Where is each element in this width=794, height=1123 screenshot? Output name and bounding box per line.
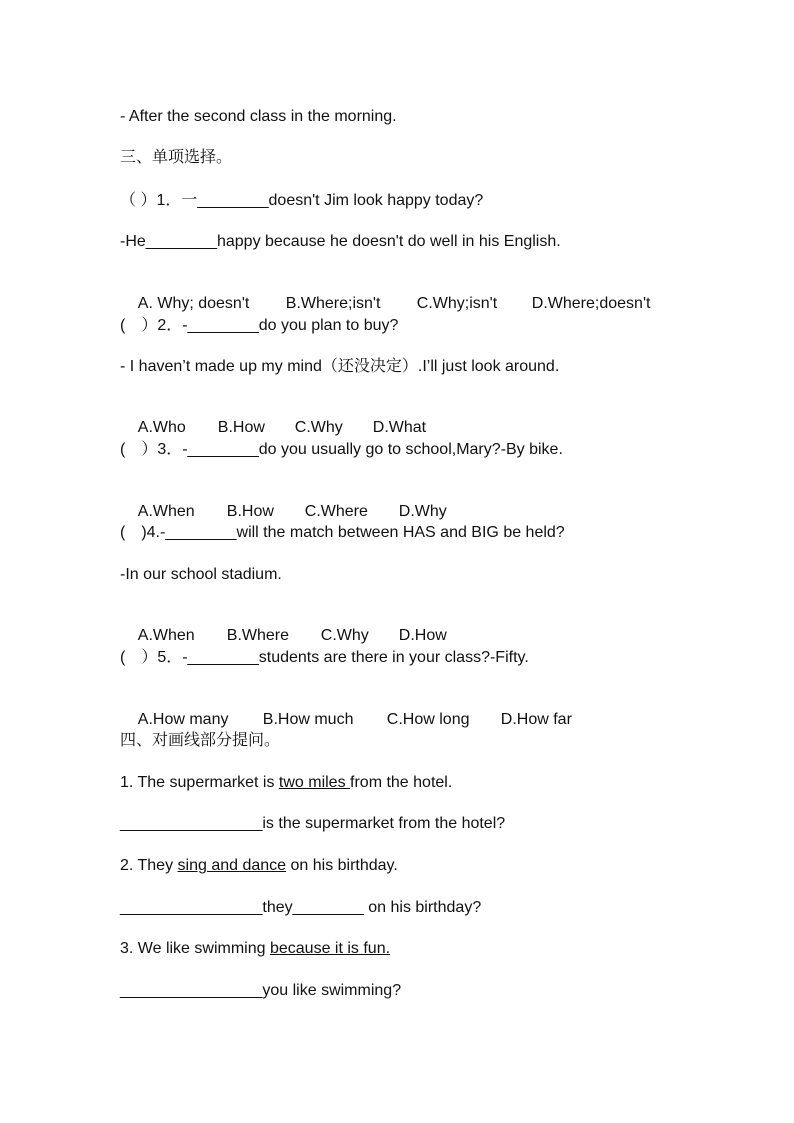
sentence-text: 2. They <box>120 857 178 874</box>
underlined-phrase: two miles <box>278 774 351 791</box>
option-a: A. Why; doesn't <box>137 295 250 312</box>
sentence-text: from the hotel. <box>350 774 453 791</box>
question-4-answer: -In our school stadium. <box>120 566 282 583</box>
option-b: B.How <box>217 419 265 436</box>
underlined-phrase: because it is fun. <box>269 940 391 957</box>
question-1-answer: -He________happy because he doesn't do well in his English. <box>120 233 561 250</box>
option-d: D.What <box>372 419 427 436</box>
option-a: A.Who <box>137 419 186 436</box>
sentence-text: on his birthday. <box>286 857 398 874</box>
sentence-3 <box>120 939 390 959</box>
question-4: ( )4.-________will the match between HAS and BIG be held? <box>120 524 565 541</box>
sentence-1-blank: ________________is the supermarket from the hotel? <box>120 815 506 832</box>
option-b: B.Where <box>226 627 290 644</box>
answer-line: - After the second class in the morning. <box>120 108 397 125</box>
sentence-text: 1. The supermarket is <box>120 774 279 791</box>
sentence-1 <box>120 773 452 793</box>
sentence-2 <box>120 856 398 876</box>
question-2-answer: - I haven’t made up my mind（还没决定）.I’ll just look around. <box>120 358 560 375</box>
option-c: C.How long <box>386 711 470 728</box>
question-2: ( ）2．-________do you plan to buy? <box>120 317 399 334</box>
question-5: ( ）5．-________students are there in your class?-Fifty. <box>120 649 529 666</box>
section-heading-3: 三、单项选择。 <box>120 149 233 166</box>
sentence-2-blank: ________________they________ on his birthday? <box>120 899 482 916</box>
question-1: （ ）1．一________doesn't Jim look happy today? <box>120 192 484 209</box>
option-c: C.Why <box>294 419 343 436</box>
option-c: C.Why <box>320 627 369 644</box>
option-a: A.When <box>137 503 195 520</box>
option-d: D.How far <box>500 711 572 728</box>
underlined-phrase: sing and dance <box>177 857 287 874</box>
sentence-text: 3. We like swimming <box>120 940 270 957</box>
option-a: A.How many <box>137 711 229 728</box>
option-c: C.Why;isn't <box>416 295 498 312</box>
option-b: B.Where;isn't <box>285 295 381 312</box>
option-b: B.How <box>226 503 274 520</box>
question-3: ( ）3．-________do you usually go to school,Mary?-By bike. <box>120 441 563 458</box>
option-a: A.When <box>137 627 195 644</box>
option-c: C.Where <box>304 503 368 520</box>
sentence-3-blank: ________________you like swimming? <box>120 982 402 999</box>
option-d: D.Where;doesn't <box>531 295 651 312</box>
option-b: B.How much <box>262 711 354 728</box>
option-d: D.Why <box>398 503 447 520</box>
option-d: D.How <box>398 627 447 644</box>
section-heading-4: 四、对画线部分提问。 <box>120 732 281 749</box>
